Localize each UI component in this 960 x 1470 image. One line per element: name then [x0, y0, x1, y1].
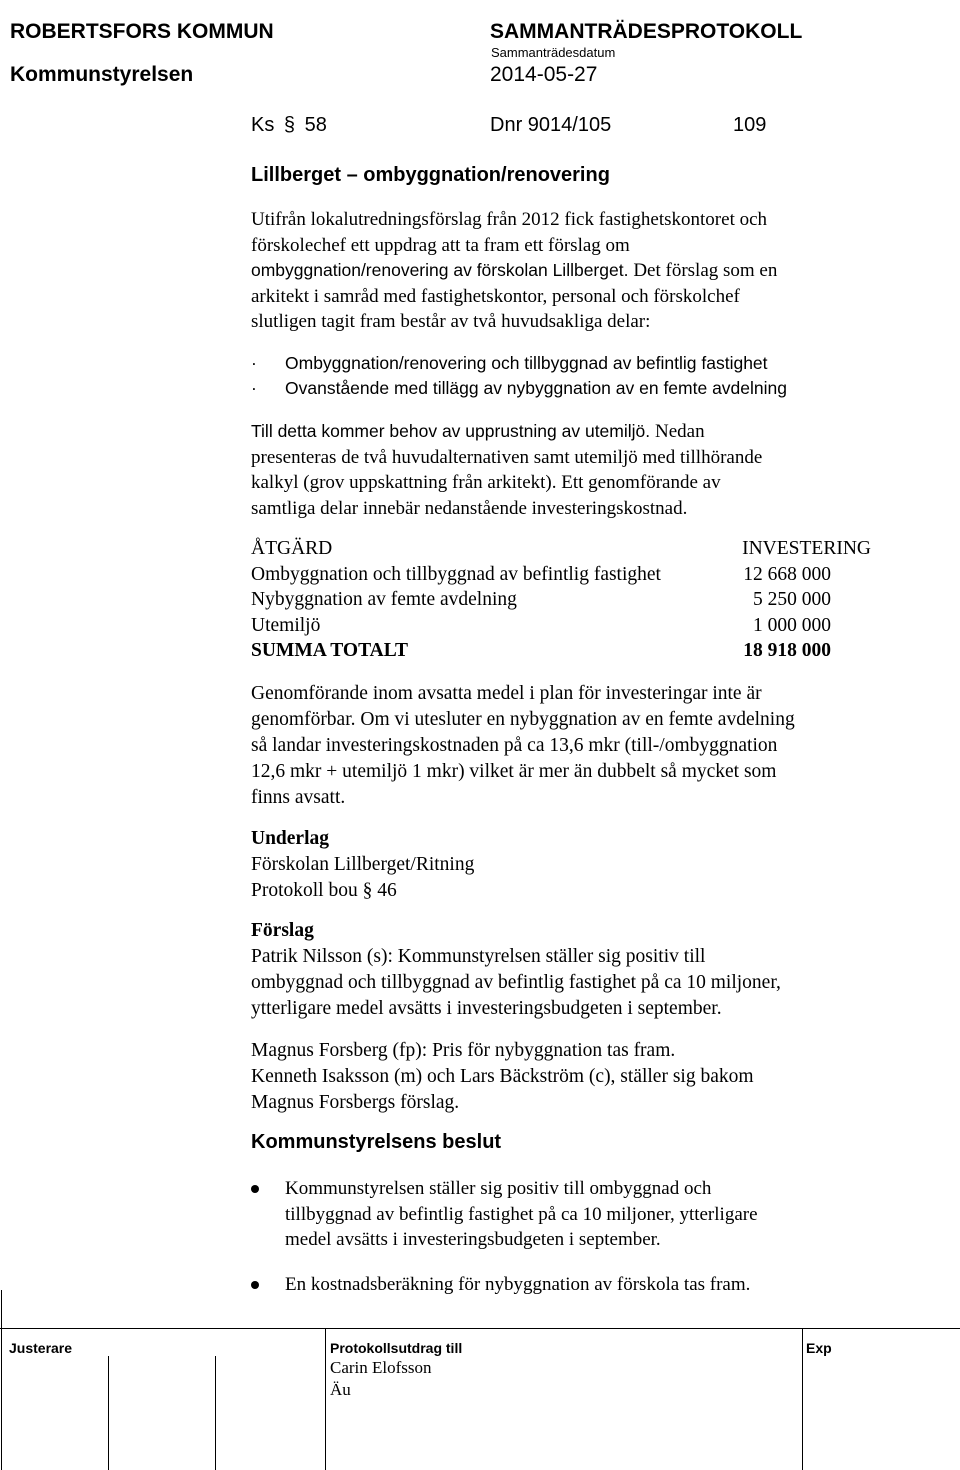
action-cell: Nybyggnation av femte avdelning — [251, 589, 517, 610]
basis-section — [251, 826, 474, 904]
proposal-line: ombyggnad och tillbyggnad av befintlig fastighet på ca 10 miljoner, — [251, 972, 781, 993]
page-number: 109 — [733, 114, 767, 136]
meeting-date: 2014-05-27 — [490, 63, 598, 86]
proposal-heading: Förslag — [251, 920, 314, 941]
decision-line: Kommunstyrelsen ställer sig positiv till ombyggnad och — [285, 1178, 712, 1199]
decision-line: En kostnadsberäkning för nybyggnation av förskola tas fram. — [285, 1273, 751, 1295]
decision-line: tillbyggnad av befintlig fastighet på ca 10 miljoner, ytterligare — [285, 1203, 758, 1225]
parts-list — [251, 351, 787, 401]
assessment-line: 12,6 mkr + utemiljö 1 mkr) vilket är mer än dubbelt så mycket som — [251, 761, 777, 782]
diary-number: Dnr 9014/105 — [490, 114, 612, 136]
decision-heading: Kommunstyrelsens beslut — [251, 1131, 502, 1153]
extract-label: Protokollsutdrag till — [330, 1340, 463, 1356]
assessment-text: Om vi utesluter en nybyggnation av en femte avdelning — [360, 709, 795, 730]
proposal-line: ytterligare medel avsätts i investeringsbudgeten i september. — [251, 998, 722, 1019]
total-label: SUMMA TOTALT — [251, 640, 408, 661]
list-item-text: Ovanstående med tillägg av nybyggnation av en femte avdelning — [285, 378, 787, 398]
decision-list — [251, 1176, 758, 1316]
intro-text-sans: ombyggnation/renovering av förskolan Lillberget. — [251, 260, 634, 280]
exp-label: Exp — [806, 1340, 832, 1356]
needs-paragraph — [251, 419, 762, 521]
proposal-line: Magnus Forsberg (fp): Pris för nybyggnation tas fram. — [251, 1040, 676, 1061]
action-cell: Utemiljö — [251, 614, 321, 636]
needs-line — [251, 470, 762, 496]
case-number — [251, 114, 327, 137]
assessment-line: så landar investeringskostnaden på ca 13,6 mkr (till-/ombyggnation — [251, 735, 778, 756]
footer-column-divider — [108, 1356, 109, 1470]
board-name: Kommunstyrelsen — [10, 63, 194, 86]
intro-line — [251, 258, 777, 284]
assessment-line: finns avsatt. — [251, 787, 346, 808]
footer-column-divider — [325, 1328, 326, 1470]
amount-cell: 1 000 000 — [753, 614, 831, 636]
needs-text-serif: Ett genomförande av — [561, 472, 721, 493]
list-item — [251, 376, 787, 401]
action-cell: Ombyggnation och tillbyggnad av befintlig fastighet — [251, 563, 661, 585]
column-header-action: ÅTGÄRD — [251, 538, 333, 559]
basis-item — [251, 878, 474, 904]
needs-text-serif: kalkyl (grov uppskattning från arkitekt). — [251, 472, 562, 493]
meeting-date-label: Sammanträdesdatum — [491, 45, 616, 60]
needs-text-serif: Nedan — [655, 421, 705, 442]
footer-divider — [0, 1328, 960, 1329]
needs-text-sans: Till detta kommer behov av upprustning av utemiljö. — [251, 421, 655, 441]
extract-code: Äu — [330, 1380, 351, 1399]
list-item — [251, 1176, 758, 1253]
footer-column-divider — [802, 1328, 803, 1470]
needs-line: samtliga delar innebär nedanstående investeringskostnad. — [251, 497, 688, 519]
total-amount: 18 918 000 — [743, 640, 831, 661]
table-header-row — [251, 538, 871, 564]
table-row — [251, 589, 871, 615]
intro-line: slutligen tagit fram består av två huvudsakliga delar: — [251, 311, 651, 332]
investment-table — [251, 538, 871, 666]
basis-item-prefix: Protokoll bou — [251, 880, 358, 901]
adjusters-label: Justerare — [9, 1340, 73, 1356]
section-symbol: § — [362, 880, 373, 901]
table-row — [251, 564, 871, 590]
proposal-section — [251, 918, 781, 1116]
case-title: Lillberget – ombyggnation/renovering — [251, 164, 610, 186]
amount-cell: 5 250 000 — [753, 589, 831, 610]
ks-label: Ks — [251, 114, 275, 136]
needs-line: presenteras de två huvudalternativen samt utemiljö med tillhörande — [251, 446, 763, 468]
extract-name: Carin Elofsson — [330, 1358, 432, 1377]
ks-number: 58 — [304, 114, 327, 136]
dot-marker: · — [251, 353, 257, 373]
document-type: SAMMANTRÄDESPROTOKOLL — [490, 20, 803, 43]
basis-item-number: 46 — [377, 880, 397, 901]
amount-cell: 12 668 000 — [743, 563, 831, 585]
column-header-investment: INVESTERING — [742, 538, 871, 559]
list-item — [251, 351, 787, 376]
needs-line — [251, 419, 762, 445]
basis-heading: Underlag — [251, 828, 329, 849]
bullet-icon — [251, 1281, 259, 1289]
assessment-text: genomförbar. — [251, 709, 361, 730]
assessment-line — [251, 707, 795, 733]
intro-line: Utifrån lokalutredningsförslag från 2012 fick fastighetskontoret och — [251, 209, 768, 230]
proposal-line: Patrik Nilsson (s): Kommunstyrelsen ställer sig positiv till — [251, 946, 706, 967]
footer-column-divider — [1, 1290, 2, 1470]
decision-line: medel avsätts i investeringsbudgeten i september. — [285, 1229, 661, 1250]
intro-line: förskolechef ett uppdrag att ta fram ett förslag om — [251, 234, 630, 256]
proposal-line: Kenneth Isaksson (m) och Lars Bäckström (c), ställer sig bakom — [251, 1066, 754, 1087]
proposal-line: Magnus Forsbergs förslag. — [251, 1092, 460, 1113]
assessment-line: Genomförande inom avsatta medel i plan för investeringar inte är — [251, 683, 762, 704]
table-row — [251, 615, 871, 641]
bullet-icon — [251, 1185, 259, 1193]
table-total-row — [251, 640, 871, 666]
dot-marker: · — [251, 378, 257, 398]
list-item-text: Ombyggnation/renovering och tillbyggnad av befintlig fastighet — [285, 353, 768, 373]
intro-line: arkitekt i samråd med fastighetskontor, personal och förskolchef — [251, 285, 740, 307]
assessment-paragraph — [251, 681, 795, 811]
basis-item: Förskolan Lillberget/Ritning — [251, 854, 475, 875]
list-item — [251, 1272, 758, 1298]
section-symbol: § — [283, 114, 296, 136]
footer-column-divider — [215, 1356, 216, 1470]
municipality-name: ROBERTSFORS KOMMUN — [10, 20, 274, 43]
intro-text-serif: Det förslag som en — [633, 260, 778, 281]
intro-paragraph — [251, 207, 777, 335]
